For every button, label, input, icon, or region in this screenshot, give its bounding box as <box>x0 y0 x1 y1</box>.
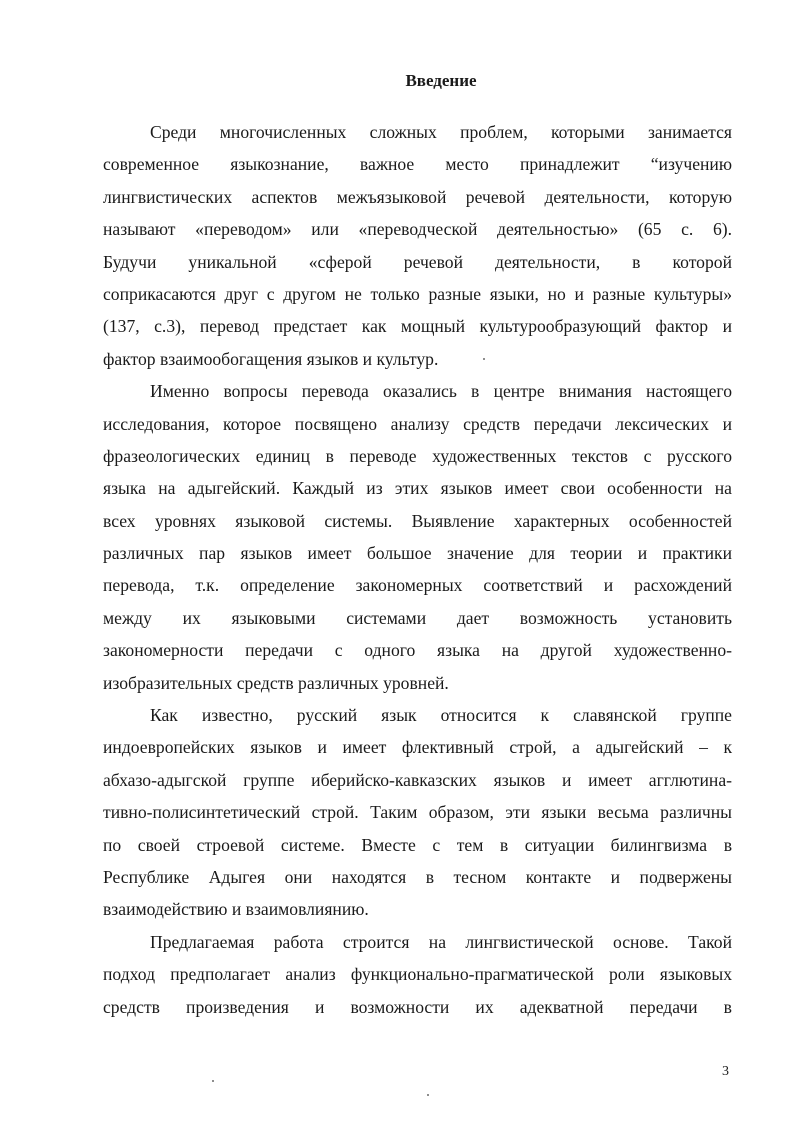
text-line: Именно вопросы перевода оказались в центре внимания настоящего <box>150 381 732 402</box>
page-title: Введение <box>405 71 477 90</box>
text-line: Среди многочисленных сложных проблем, которыми занимается <box>150 122 732 142</box>
text-line: лингвистических аспектов межъязыковой речевой деятельности, которую <box>103 186 732 207</box>
text-line: различных пар языков имеет большое значение для теории и практики <box>103 543 732 564</box>
text-line: Как известно, русский язык относится к славянской группе <box>150 705 732 726</box>
paragraph-1 <box>103 116 732 375</box>
text-line: между их языковыми системами дает возможность установить <box>103 607 732 628</box>
text-line: фразеологических единиц в переводе художественных текстов с русского <box>103 445 732 466</box>
text-line: языка на адыгейский. Каждый из этих языков имеет свои особенности на <box>103 478 732 499</box>
text-line: индоевропейских языков и имеет флективный строй, а адыгейский – к <box>103 737 732 758</box>
body-text <box>103 116 732 1023</box>
text-line: всех уровнях языковой системы. Выявление характерных особенностей <box>103 510 732 531</box>
text-line: Будучи уникальной «сферой речевой деятельности, в которой <box>103 251 732 272</box>
paragraph-2 <box>103 375 732 699</box>
scan-speck <box>483 358 485 360</box>
text-line: соприкасаются друг с другом не только разные языки, но и разные культуры» <box>103 283 732 304</box>
text-line: изобразительных средств различных уровней. <box>103 672 449 693</box>
text-line: подход предполагает анализ функционально-прагматической роли языковых <box>103 964 732 985</box>
scan-speck <box>212 1080 214 1082</box>
text-line: закономерности передачи с одного языка на другой художественно- <box>103 640 732 661</box>
text-line: взаимодействию и взаимовлиянию. <box>103 899 369 920</box>
text-line: тивно-полисинтетический строй. Таким образом, эти языки весьма различны <box>103 802 732 823</box>
text-line: перевода, т.к. определение закономерных соответствий и расхождений <box>103 575 732 596</box>
text-line: по своей строевой системе. Вместе с тем в ситуации билингвизма в <box>103 834 732 855</box>
page-number: 3 <box>722 1064 729 1079</box>
text-line: средств произведения и возможности их адекватной передачи в <box>103 996 732 1017</box>
text-line: Предлагаемая работа строится на лингвистической основе. Такой <box>150 931 732 952</box>
scan-speck <box>427 1094 429 1096</box>
text-line: современное языкознание, важное место принадлежит “изучению <box>103 154 732 175</box>
text-line: Республике Адыгея они находятся в тесном контакте и подвержены <box>103 866 732 887</box>
text-line: называют «переводом» или «переводческой деятельностью» (65 с. 6). <box>103 219 732 240</box>
text-line: фактор взаимообогащения языков и культур. <box>103 348 439 369</box>
text-line: абхазо-адыгской группе иберийско-кавказских языков и имеет агглютина- <box>103 769 732 790</box>
paragraph-3 <box>103 699 732 926</box>
text-line: исследования, которое посвящено анализу средств передачи лексических и <box>103 413 732 434</box>
text-line: (137, с.3), перевод предстает как мощный культурообразующий фактор и <box>103 316 732 337</box>
paragraph-4 <box>103 926 732 1023</box>
